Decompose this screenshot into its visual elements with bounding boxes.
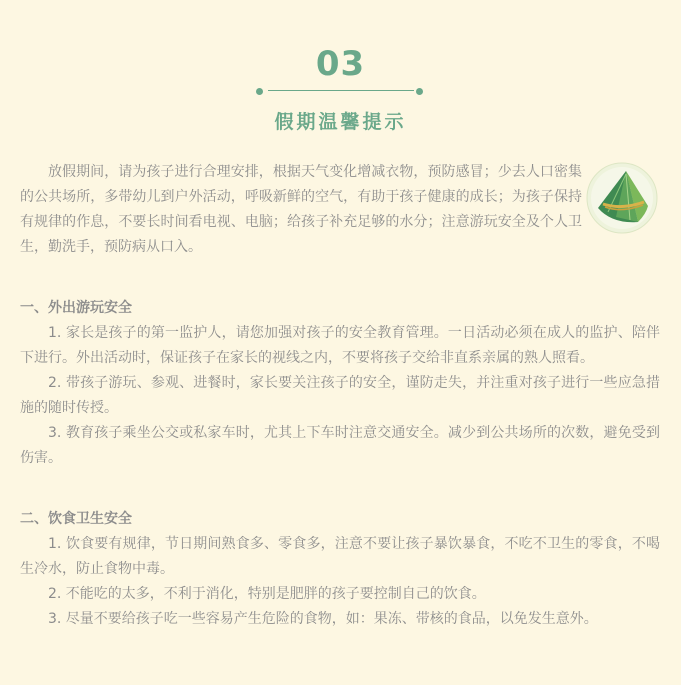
- intro-paragraph: 放假期间，请为孩子进行合理安排，根据天气变化增减衣物，预防感冒；少去人口密集的公共场所，多带幼儿到户外活动，呼吸新鲜的空气，有助于孩子健康的成长；为孩子保持有规律的作息，不要长时间看电视、电脑；给孩子补充足够的水分；注意游玩安全及个人卫生，勤洗手，预防病从口入。: [20, 164, 582, 255]
- section-header: [0, 0, 681, 140]
- section-title: 假期温馨提示: [274, 111, 407, 133]
- list-item: 2. 带孩子游玩、参观、进餐时，家长要关注孩子的安全，谨防走失，并注重对孩子进行一些应急措施的随时传授。: [20, 375, 660, 416]
- section-heading-outdoor: 一、外出游玩安全: [20, 300, 132, 316]
- list-item: 3. 教育孩子乘坐公交或私家车时，尤其上下车时注意交通安全。减少到公共场所的次数，避免受到伤害。: [20, 425, 660, 466]
- section-number: 03: [315, 44, 366, 84]
- divider-dot-left: [256, 88, 263, 95]
- list-item: 1. 饮食要有规律，节日期间熟食多、零食多，注意不要让孩子暴饮暴食，不吃不卫生的零食，不喝生冷水，防止食物中毒。: [20, 536, 660, 577]
- section-heading-food: 二、饮食卫生安全: [20, 511, 132, 527]
- list-item: 3. 尽量不要给孩子吃一些容易产生危险的食物，如：果冻、带核的食品，以免发生意外。: [48, 611, 598, 627]
- content-body: [20, 160, 660, 632]
- list-item: 2. 不能吃的太多，不利于消化，特别是肥胖的孩子要控制自己的饮食。: [48, 586, 486, 602]
- list-item: 1. 家长是孩子的第一监护人，请您加强对孩子的安全教育管理。一日活动必须在成人的监护、陪伴下进行。外出活动时，保证孩子在家长的视线之内，不要将孩子交给非直系亲属的熟人照看。: [20, 325, 660, 366]
- divider-line: [268, 90, 414, 91]
- divider-dot-right: [416, 88, 423, 95]
